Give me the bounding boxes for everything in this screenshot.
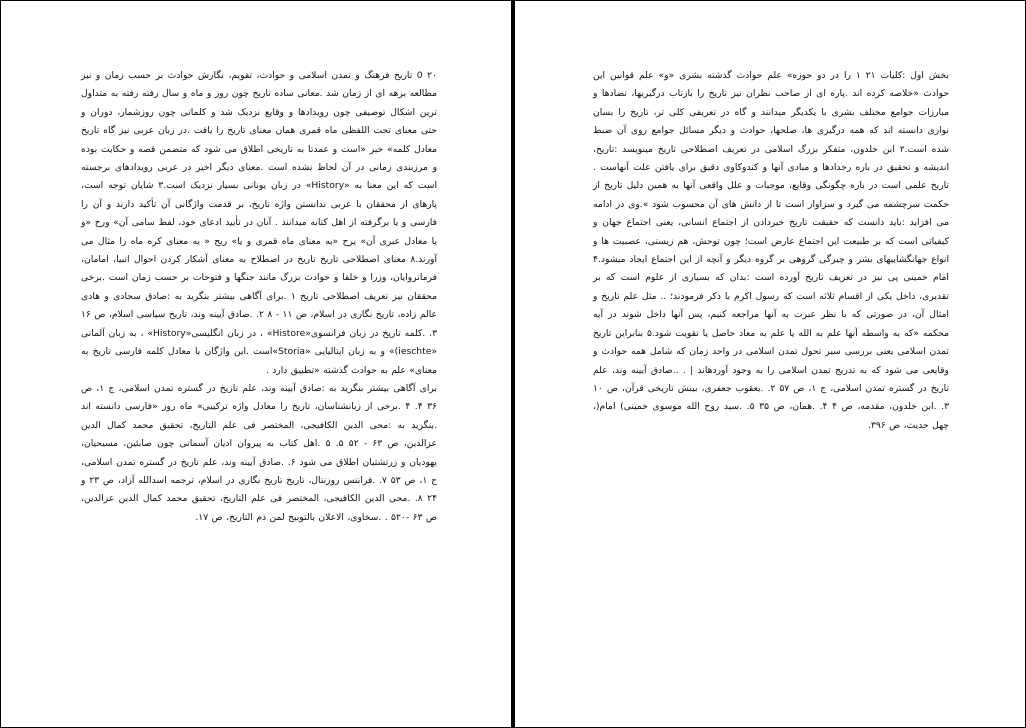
left-paragraph-2: برای آگاهی بیشتر بنگرید به :صادق آیینه وند، علم تاریخ در گستره تمدن اسلامی، ج ۱، ص ۳۶ ۴. ۴ .برخی از زبانشناسان، تاریخ را معادل واژه ترکیبی» ماه روز «فارسی دانسته اند .بنگرید به :محی الدین الکافیجی، المختصر فی علم التاریخ، تحقیق محمد کمال الدین عزالدین، ص ۶۳ - ۵۲ ۵. ۵ .اهل کتاب به پیروان ادیان آسمانی چون صابئین، مسیحیان، یهودیان و زرتشتیان اطلاق می شود ۶. .صادق آیینه وند، علم تاریخ در گستره تمدن اسلامی، ج ۱، ص ۵۳ ۷. .فرانتس روزنتال، تاریخ تاریخ نگاری در اسلام، ترجمه اسدالله آزاد، ص ۲۳ و ۲۴ ۸. .محی الدین الکافیجی، المختصر فی علم التاریخ، تحقیق محمد کمال الدین عزالدین، ص ۶۳ -۵۲۰ . .سخاوی، الاعلان بالتوبیخ لمن ذم التاریخ، ص ۱۷. (81, 382, 438, 523)
right-page-text (593, 67, 949, 435)
right-paragraph-1: بخش اول :کلیات ۲۱ ۱ را در دو حوزه» علم حوادث گذشته بشری «و» علم قوانین این حوادث «خلاصه کرده اند .پاره ای از صاحب نظران نیز تاریخ را بازتاب درگیریها، تضادها و مبارزات جوامع مختلف بشری با یکدیگر میدانند و گاه در تعریفی کلی تر، تاریخ را بسان نواری دانسته اند که همه درگیری ها، صلحها، حوادث و دیگر مسائل جوامع روی آن ضبط شده است.۲ ابن خلدون، متفکر بزرگ اسلامی در تعریف اصطلاحی تاریخ مینویسد :تاریخ، اندیشه و تحقیق در باره رخدادها و مبادی آنها و کندوکاوی دقیق برای یافتن علت آنهاست . تاریخ علمی است در باره چگونگی وقایع، موجبات و علل واقعی آنها به همین دلیل تاریخ از حکمت سرچشمه می گیرد و سزاوار است تا از دانش های آن محسوب شود ».وی در ادامه می افزاید :باید دانست که حقیقت تاریخ خبردادن از اجتماع انسانی، یعنی اجتماع جهان و کیفیاتی است که بر طبیعت این اجتماع عارض است؛ چون توحش، هم زیستی، عصبیت ها و انواع جهانگشاییهای بشر و چیرگی گروهی بر گروه دیگر و آنچه از این اجتماع ایجاد میشود.۴ امام خمینی پی نیز در تعریف تاریخ آورده است :بدان که بسیاری از علوم است که بر تقدیری، داخل یکی از اقسام ثلاثه است که رسول اکرم با ذکر فرمودند؛ .. مثل علم تاریخ و امثال آن، در صورتی که با نظر عبرت به آنها مراجعه کنیم، پس آنها داخل شوند در آیه محکمه «که به واسطه آنها علم به الله یا علم به معاد حاصل یا تقویت شود.۵ بنابراین تاریخ تمدن اسلامی یعنی بررسی سیر تحول تمدن اسلامی در واحد زمان که شامل همه حوادث و وقایعی می شود که به تدریج تمدن اسلامی را به وجود آوردهاند | . ..صادق آیینه وند، علم تاریخ در گستره تمدن اسلامی، ج ۱، ص ۵۷ ۲. .یعقوب جعفری، بینش تاریخی قرآن، ص ۱۰ ۳. .ابن خلدون، مقدمه، ص ۴ ۴. .همان، ص ۳۵ ۵. .سید روح الله موسوی خمینی) امام(، چهل حدیث، ص ۳۹۶. (593, 70, 950, 431)
left-page-text (81, 67, 437, 527)
right-page (515, 1, 1025, 727)
left-paragraph-1: ۲۰ 0 تاریخ فرهنگ و تمدن اسلامی و حوادث، تقویم، نگارش حوادث بر حسب زمان و نیز مطالعه برهه ای از زمان شد .معانی ساده تاریخ چون روز و ماه و سال رفته رفته به متداول ترین اشکال توصیفی چون رویدادها و وقایع نزدیک شد و کلماتی چون روزشمار، دوران و حتی معنای تحت اللفظی ماه قمری همان معنای تاریخ را یافت .در زبان عربی نیز گاه تاریخ معادل کلمه» خبر «است و عمدتا به تاریخی اطلاق می شود که متضمن قصه و حکایت بوده و مرزبندی زمانی در آن لحاظ نشده است .معنای دیگر اخیر در عربی رویدادهای برجسته است که این معنا به «History» در زبان یونانی بسیار نزدیک است.۳ شایان توجه است، پارهای از محققان با عربی ندانستن واژه تاریخ، بر قدمت واژگانی آن تأکید دارند و آن را فارسی و یا برگرفته از اهل کتابه میدانند . آنان در تأیید ادعای خود، لفظ سامی آن» ورخ «و یا معادل عبری آن» یرح «به معنای ماه قمری و یا» ریح « به معنای کره ماه را مثال می آورند.۸ معنای اصطلاحی تاریخ تاریخ در اصطلاح به معنای آشکار کردن احوال انبیا، امامان، فرمانروایان، وزرا و خلفا و حوادث بزرگ مانند جنگها و فتوحات بر حسب زمان است .برخی محققان نیز تعریف اصطلاحی تاریخ ۱ .برای آگاهی بیشتر بنگرید به :صادق سجادی و هادی عالم زاده، تاریخ نگاری در اسلام، ص ۱۱ - ۸ ۲. .صادق آیینه وند، تاریخ سیاسی اسلام، ص ۱۶ ۳. .کلمه تاریخ در زبان فرانسوی«Histore» ، در زبان انگلیسی«History» ، به زبان آلمانی «ieschte)» و به زبان ایتالیایی «Storia»است .این واژگان با معادل کلمه فارسی تاریخ به معنای» علم به حوادث گذشته «تطبیق دارد . (81, 70, 438, 376)
left-page (1, 1, 511, 727)
